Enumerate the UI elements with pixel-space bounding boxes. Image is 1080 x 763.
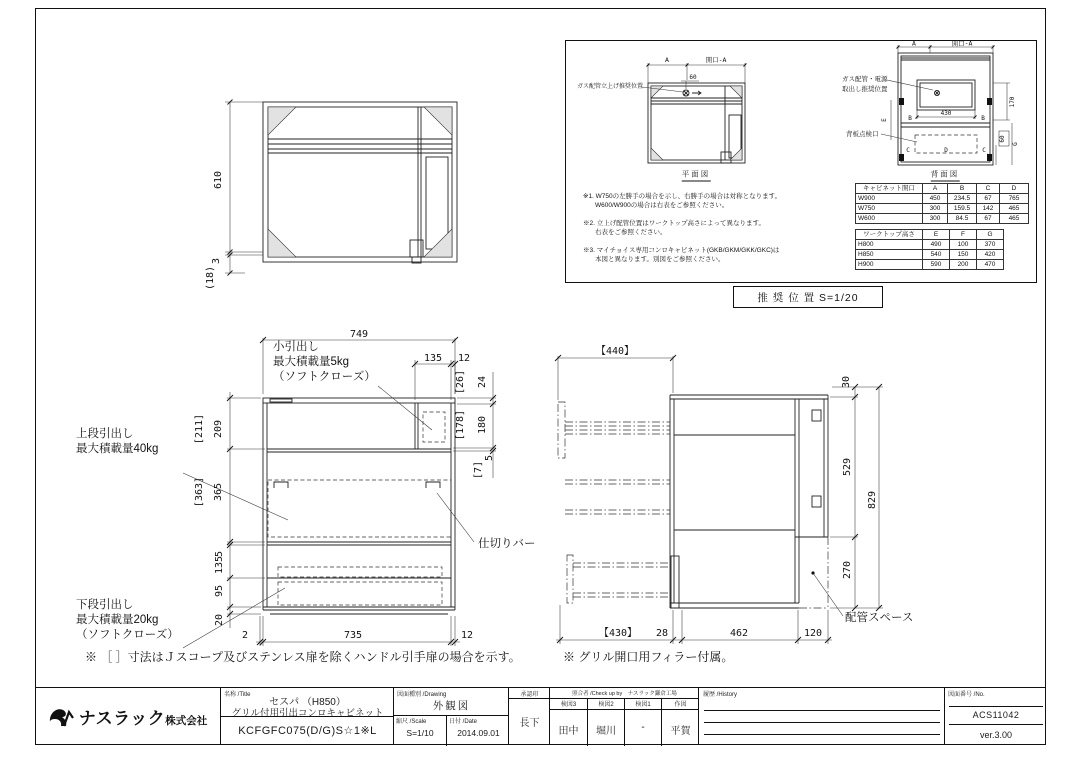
col-header: F xyxy=(950,230,977,240)
company-name: ナスラック xyxy=(78,709,166,728)
approval-stamp: 長下 xyxy=(519,718,540,729)
dim-30: 30 xyxy=(841,375,852,389)
cell: 150 xyxy=(950,250,977,260)
drawing-number-label: 図面番号 /No. xyxy=(948,692,985,698)
drawing-type-cell xyxy=(393,688,508,745)
checker-col-1 xyxy=(550,698,587,746)
rear-letter-E: E xyxy=(881,118,888,122)
cell: W900 xyxy=(856,194,923,204)
dim-28: 28 xyxy=(655,628,669,639)
cell: 590 xyxy=(923,260,950,270)
dim-211b: [211] xyxy=(194,413,205,445)
dim-20: 20 xyxy=(214,613,225,627)
checker-name: 平賀 xyxy=(670,726,691,737)
cell: 450 xyxy=(923,194,948,204)
callout-line: （ソフトクローズ） xyxy=(76,629,179,641)
dim-178b: [178] xyxy=(455,409,466,441)
checker-name: 田中 xyxy=(558,726,579,737)
history-rule xyxy=(704,710,940,711)
date-cell xyxy=(446,715,509,746)
table-row xyxy=(856,214,1029,224)
checker-label: 検図2 xyxy=(598,702,614,708)
plan-dim-A: A xyxy=(665,56,669,64)
cell: 200 xyxy=(950,260,977,270)
checker-divider xyxy=(588,709,624,710)
rear-letter-G: G xyxy=(1012,142,1019,146)
checker-col-4 xyxy=(661,698,699,746)
approval-divider xyxy=(509,698,550,699)
cell: 470 xyxy=(977,260,1004,270)
upper-drawer-callout xyxy=(76,427,158,457)
side-dim-ticks xyxy=(555,355,882,643)
note3-line2: 本図と異なります。別図をご参照ください。 xyxy=(595,256,725,263)
title-block xyxy=(35,687,1046,745)
number-rule xyxy=(949,724,1043,725)
plan-view-caption: 平面図 xyxy=(682,169,711,182)
dim-529: 529 xyxy=(842,457,853,477)
rear-letter-B-left: B xyxy=(908,115,912,122)
plan-dim-60: 60 xyxy=(689,74,697,81)
col-header: C xyxy=(977,184,1000,194)
approval-label: 承認印 xyxy=(520,692,539,698)
checker-divider xyxy=(662,709,699,710)
cell: 142 xyxy=(977,204,1000,214)
dim-749: 749 xyxy=(349,329,369,340)
footnote-bracket-dims: ※ ［ ］寸法はＪスコープ及びステンレス扉を除くハンドル引手扉の場合を示す。 xyxy=(85,650,521,664)
rear-letter-B-right: B xyxy=(981,115,985,122)
dim-12-top: 12 xyxy=(457,353,471,364)
dim-3: 3 xyxy=(211,257,222,265)
cell: 300 xyxy=(923,204,948,214)
table-row xyxy=(856,250,1004,260)
name-label: 名称 /Title xyxy=(224,692,251,698)
dim-5-left: 5 xyxy=(214,550,225,558)
company-suffix: 株式会社 xyxy=(165,715,208,727)
dim-135-top: 135 xyxy=(423,353,443,364)
dim-829: 829 xyxy=(867,490,878,510)
rear-gas-label-line2: 取出し推奨位置 xyxy=(842,86,888,93)
mini-plan-outline xyxy=(648,83,745,163)
table-row xyxy=(856,184,1029,194)
lower-drawer-callout xyxy=(76,598,179,643)
mini-plan-gussets xyxy=(651,86,742,160)
gas-riser-symbol xyxy=(683,90,701,96)
drawer-outlines xyxy=(268,412,451,605)
nasluck-logo-icon xyxy=(48,706,74,728)
col-header: ワークトップ高さ xyxy=(856,230,923,240)
scale-value: S=1/10 xyxy=(406,728,434,738)
rear-letter-D: D xyxy=(944,147,948,154)
checker-name: 堀川 xyxy=(596,726,616,737)
callout-line: 最大積載量40kg xyxy=(76,443,159,455)
col-header: G xyxy=(977,230,1004,240)
rear-dim-60: 60 xyxy=(999,135,1006,143)
checker-name: - xyxy=(641,722,645,733)
table-row xyxy=(856,194,1029,204)
recommended-position-title: 推 奨 位 置 S=1/20 xyxy=(757,291,859,304)
gas-power-symbol xyxy=(935,91,940,96)
front-carcass xyxy=(263,398,455,614)
dim-365: 365 xyxy=(213,482,224,502)
dim-270: 270 xyxy=(842,560,853,580)
depth-dimension-lines xyxy=(225,102,263,273)
rear-gas-label-line1: ガス配管・電源 xyxy=(842,76,888,83)
cell: H800 xyxy=(856,240,923,250)
note3-line1: ※3. マイチョイス専用コンロキャビネット(GKB/GKM/GKK/GKC)は xyxy=(583,247,780,254)
cell: 490 xyxy=(923,240,950,250)
cell: H850 xyxy=(856,250,923,260)
dim-24: 24 xyxy=(477,375,488,389)
history-rule xyxy=(704,722,940,723)
history-cell xyxy=(698,688,944,745)
product-name: グリル付用引出コンロキャビネット xyxy=(231,708,384,719)
cabinet-opening-table xyxy=(855,183,1029,224)
date-label: 日付 /Date xyxy=(449,719,478,725)
callout-line: （ソフトクローズ） xyxy=(273,371,376,383)
history-label: 履歴 /History xyxy=(703,692,738,698)
drawing-name-cell xyxy=(220,688,393,745)
callout-line: 最大積載量20kg xyxy=(76,614,159,626)
dim-430b: 【430】 xyxy=(598,628,638,639)
cell: W600 xyxy=(856,214,923,224)
dim-209: 209 xyxy=(213,419,224,439)
table-row xyxy=(856,260,1004,270)
cell: 465 xyxy=(1000,204,1029,214)
checker-label: 作図 xyxy=(674,702,687,708)
dim-18: (18) xyxy=(205,265,216,291)
drawing-number: ACS11042 xyxy=(972,710,1020,720)
checker-col-3 xyxy=(624,698,661,746)
rear-dim-opening-A: 開口-A xyxy=(951,39,973,48)
date-value: 2014.09.01 xyxy=(457,728,500,738)
dim-735: 735 xyxy=(343,630,363,641)
callout-line: 上段引出し xyxy=(76,428,134,440)
pipe-space-leader xyxy=(811,571,843,616)
dim-26b: [26] xyxy=(455,369,466,395)
model-code: KCFGFC075(D/G)S☆1※L xyxy=(238,725,377,737)
side-carcass xyxy=(670,395,828,608)
cell: 540 xyxy=(923,250,950,260)
table-row xyxy=(856,230,1004,240)
product-series: セスパ （H850） xyxy=(269,697,346,708)
back-panel-port-label: 背板点検口 xyxy=(846,131,879,138)
dim-180: 180 xyxy=(477,415,488,435)
dim-135-left: 135 xyxy=(214,555,225,575)
dim-610: 610 xyxy=(213,170,224,190)
dim-440: 【440】 xyxy=(595,346,635,357)
cell: 234.5 xyxy=(948,194,977,204)
drawing-version: ver.3.00 xyxy=(979,730,1013,740)
drawing-type-value: 外観図 xyxy=(432,700,471,712)
rear-dim-430: 430 xyxy=(940,110,952,117)
checker-label: 検図3 xyxy=(560,702,577,708)
table-row xyxy=(856,240,1004,250)
note2-line2: 右表をご参照ください。 xyxy=(595,229,667,236)
cell: 465 xyxy=(1000,214,1029,224)
company-cell xyxy=(35,688,220,745)
dim-363b: [363] xyxy=(194,476,205,508)
col-header: B xyxy=(948,184,977,194)
cell: 420 xyxy=(977,250,1004,260)
col-header: キャビネット開口 xyxy=(856,184,923,194)
col-header: E xyxy=(923,230,950,240)
col-header: A xyxy=(923,184,948,194)
drawing-number-cell xyxy=(944,688,1046,745)
drawing-type-label: 図面種別 /Drawing xyxy=(397,692,447,698)
checker-divider xyxy=(625,709,661,710)
checkers-cell xyxy=(549,688,698,745)
approval-cell xyxy=(508,688,549,745)
scale-cell xyxy=(394,715,446,746)
cell: 765 xyxy=(1000,194,1029,204)
cell: 159.5 xyxy=(948,204,977,214)
dim-7b: [7] xyxy=(473,460,484,480)
layout-notes xyxy=(583,192,781,264)
checker-label: 検図1 xyxy=(635,702,651,708)
history-rule xyxy=(704,734,940,735)
plan-dim-opening-A: 開口-A xyxy=(705,56,727,64)
cell: W750 xyxy=(856,204,923,214)
dim-12-bottom: 12 xyxy=(460,630,474,641)
col-header: D xyxy=(1000,184,1029,194)
cell: 84.5 xyxy=(948,214,977,224)
dim-2: 2 xyxy=(241,630,249,641)
number-rule xyxy=(949,706,1043,707)
rear-dim-170: 170 xyxy=(1009,96,1016,108)
callout-line: 下段引出し xyxy=(76,599,134,611)
pulled-out-drawers xyxy=(558,402,828,608)
rear-letter-C-right: C xyxy=(982,147,986,154)
table-row xyxy=(856,204,1029,214)
rear-dim-A: A xyxy=(912,39,916,48)
front-callout-leaders xyxy=(183,386,474,648)
pipe-space-callout: 配管スペース xyxy=(845,612,914,624)
rear-letter-F: F xyxy=(987,153,994,157)
plan-gas-riser-label: ガス配管立上げ推奨位置 xyxy=(577,84,644,90)
scale-label: 縮尺 /Scale xyxy=(396,719,427,725)
cell: H900 xyxy=(856,260,923,270)
note1-line2: W600/W900の場合は右表をご参照ください。 xyxy=(595,202,729,209)
cell: 67 xyxy=(977,194,1000,204)
note1-line1: ※1. W750の左勝手の場合を示し、右勝手の場合は対称となります。 xyxy=(583,193,782,200)
dim-462: 462 xyxy=(729,628,749,639)
divider-bar-callout: 仕切りバー xyxy=(478,538,536,550)
dim-5-right: 5 xyxy=(484,454,495,462)
cell: 370 xyxy=(977,240,1004,250)
cell: 67 xyxy=(977,214,1000,224)
dim-95: 95 xyxy=(214,584,225,598)
callout-line: 小引出し xyxy=(273,341,319,353)
checker-col-2 xyxy=(587,698,624,746)
small-drawer-callout xyxy=(273,340,376,385)
checker-divider xyxy=(550,709,587,710)
recommended-position-title-box xyxy=(733,286,883,308)
cell: 100 xyxy=(950,240,977,250)
rear-letter-C-left: C xyxy=(906,147,910,154)
check-up-header: 照合者 /Check up by ナスラック鎌倉工場 xyxy=(572,691,677,697)
note2-line1: ※2. 立上げ配管位置はワークトップ高さによって異なります。 xyxy=(583,220,766,227)
cell: 300 xyxy=(923,214,948,224)
dim-120: 120 xyxy=(803,628,823,639)
top-left-view-drawing xyxy=(200,95,470,305)
callout-line: 最大積載量5kg xyxy=(273,356,350,368)
cabinet-plan-outline xyxy=(263,102,457,263)
name-divider xyxy=(221,716,394,717)
corner-gussets xyxy=(268,107,452,257)
rear-view-caption: 背面図 xyxy=(931,169,960,182)
worktop-height-table xyxy=(855,229,1004,270)
footnote-grill-filler: ※ グリル開口用フィラー付属。 xyxy=(563,650,734,664)
